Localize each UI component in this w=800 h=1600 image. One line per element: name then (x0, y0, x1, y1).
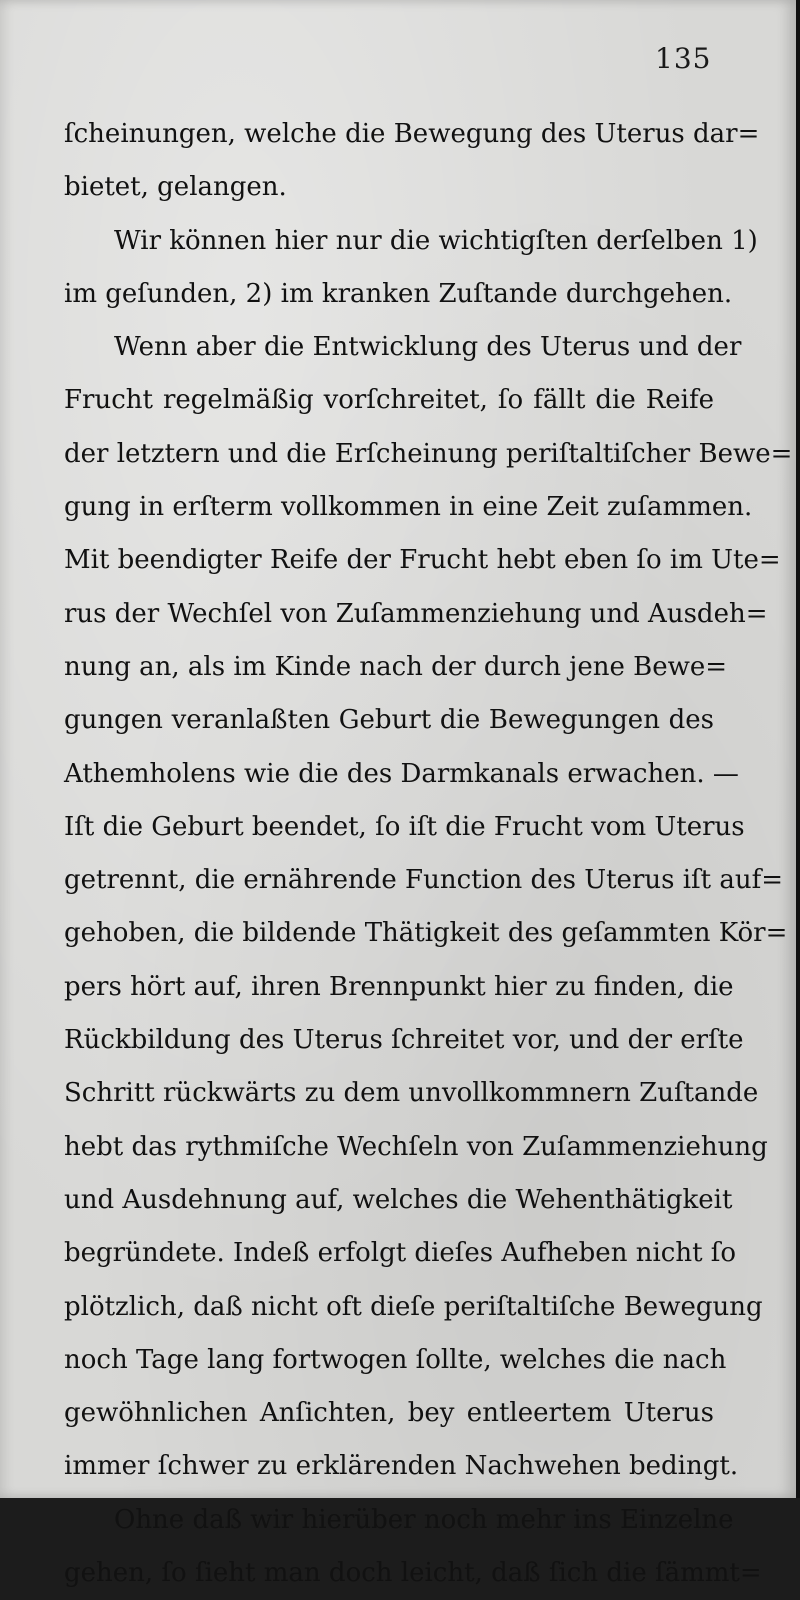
text-line: und Ausdehnung auf, welches die Wehenthätigkeit (64, 1184, 733, 1215)
page-edge-shadow (796, 0, 800, 1498)
text-line: im geſunden, 2) im kranken Zuſtande durchgehen. (64, 278, 733, 309)
text-line: Frucht regelmäßig vorſchreitet, ſo fällt die Reife (64, 385, 714, 416)
text-line: Rückbildung des Uterus ſchreitet vor, und der erſte (64, 1025, 744, 1056)
text-line: getrennt, die ernährende Function des Uterus iſt auf= (64, 865, 784, 896)
text-line: gehen, ſo ſieht man doch leicht, daß ſich die ſämmt= (64, 1558, 762, 1589)
text-line: Ohne daß wir hierüber noch mehr ins Einzelne (114, 1504, 734, 1535)
text-line: gehoben, die bildende Thätigkeit des geſammten Kör= (64, 918, 788, 949)
text-line: Wir können hier nur die wichtigſten derſelben 1) (114, 225, 758, 256)
text-line: gewöhnlichen Anſichten, bey entleertem Uterus (64, 1398, 714, 1429)
text-line: gungen veranlaßten Geburt die Bewegungen des (64, 705, 714, 736)
text-line: Iſt die Geburt beendet, ſo iſt die Frucht vom Uterus (64, 811, 745, 842)
text-line: gung in erſterm vollkommen in eine Zeit zuſammen. (64, 492, 753, 523)
text-line: noch Tage lang fortwogen ſollte, welches die nach (64, 1344, 727, 1375)
text-line: bietet, gelangen. (64, 172, 287, 203)
text-line: plötzlich, daß nicht oft dieſe periſtaltiſche Bewegung (64, 1291, 763, 1322)
text-line: pers hört auf, ihren Brennpunkt hier zu finden, die (64, 971, 734, 1002)
text-line: Schritt rückwärts zu dem unvollkommnern Zuſtande (64, 1078, 759, 1109)
text-line: Athemholens wie die des Darmkanals erwachen. — (64, 758, 739, 789)
text-line: Mit beendigter Reife der Frucht hebt eben ſo im Ute= (64, 545, 781, 576)
text-line: begründete. Indeß erfolgt dieſes Aufheben nicht ſo (64, 1238, 737, 1269)
text-line: immer ſchwer zu erklärenden Nachwehen bedingt. (64, 1451, 739, 1482)
text-line: hebt das rythmiſche Wechſeln von Zuſammenziehung (64, 1131, 768, 1162)
text-line: der letztern und die Erſcheinung periſtaltiſcher Bewe= (64, 438, 793, 469)
text-line: rus der Wechſel von Zuſammenziehung und Ausdeh= (64, 598, 768, 629)
text-line: ſcheinungen, welche die Bewegung des Uterus dar= (64, 119, 760, 149)
page-number: 135 (655, 42, 712, 75)
body-text (64, 108, 793, 1600)
text-line: Wenn aber die Entwicklung des Uterus und der (114, 332, 742, 363)
text-line: nung an, als im Kinde nach der durch jene Bewe= (64, 651, 728, 682)
